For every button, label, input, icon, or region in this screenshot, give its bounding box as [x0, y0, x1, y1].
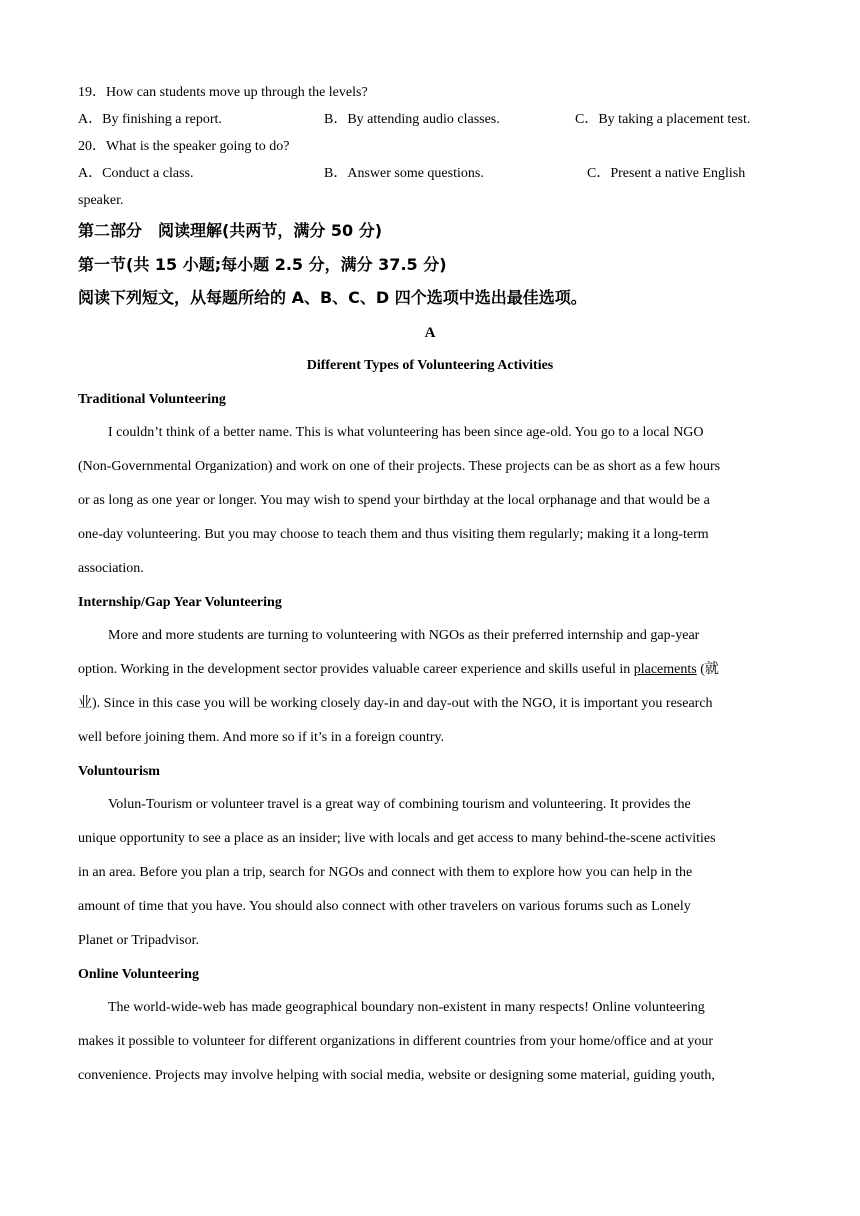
paragraph-line: unique opportunity to see a place as an insider; live with locals and get access to many behind-the-scene activities [78, 831, 716, 846]
text-segment: (就 [696, 662, 719, 677]
question-20-option-c-continued: speaker. [78, 193, 124, 208]
question-19-option-c: C．By taking a placement test. [575, 112, 751, 127]
paragraph-line: amount of time that you have. You should also connect with other travelers on various forums such as Lonely [78, 899, 691, 914]
paragraph-line: convenience. Projects may involve helping with social media, website or designing some material, guiding youth, [78, 1068, 715, 1083]
passage-letter: A [424, 325, 436, 341]
question-20-option-c: C．Present a native English [587, 166, 746, 181]
subsection-title: 第一节(共 15 小题;每小题 2.5 分，满分 37.5 分) [78, 255, 447, 274]
section-heading-online: Online Volunteering [78, 967, 199, 982]
paragraph-line: More and more students are turning to volunteering with NGOs as their preferred internship and gap-year [108, 628, 700, 643]
paragraph-line: well before joining them. And more so if it’s in a foreign country. [78, 730, 445, 745]
paragraph-line: in an area. Before you plan a trip, search for NGOs and connect with them to explore how you can help in the [78, 865, 693, 880]
question-19-option-a: A．By finishing a report. [78, 112, 222, 127]
paragraph-line: Planet or Tripadvisor. [78, 933, 199, 948]
text-segment: option. Working in the development sector provides valuable career experience and skills useful in [78, 662, 634, 677]
passage-title: Different Types of Volunteering Activities [306, 358, 554, 373]
paragraph-line: one-day volunteering. But you may choose to teach them and thus visiting them regularly; making it a long-term [78, 527, 709, 542]
paragraph-line: makes it possible to volunteer for different organizations in different countries from your home/office and at your [78, 1034, 714, 1049]
part-title: 第二部分 阅读理解(共两节，满分 50 分) [78, 221, 383, 240]
underlined-word-placements: placements [633, 662, 697, 677]
question-19-stem: 19．How can students move up through the levels? [78, 85, 368, 100]
section-heading-voluntourism: Voluntourism [78, 764, 160, 779]
paragraph-line: The world-wide-web has made geographical boundary non-existent in many respects! Online volunteering [108, 1000, 705, 1015]
section-heading-traditional: Traditional Volunteering [78, 392, 226, 407]
question-20-option-b: B．Answer some questions. [324, 166, 484, 181]
question-19-option-b: B．By attending audio classes. [324, 112, 500, 127]
paragraph-online [78, 991, 778, 1093]
paragraph-voluntourism [78, 788, 778, 958]
paragraph-internship [78, 619, 778, 755]
paragraph-line: association. [78, 561, 144, 576]
question-20-stem: 20．What is the speaker going to do? [78, 139, 290, 154]
paragraph-line [78, 653, 778, 687]
paragraph-line: Volun-Tourism or volunteer travel is a great way of combining tourism and volunteering. It provides the [108, 797, 691, 812]
section-heading-internship: Internship/Gap Year Volunteering [78, 595, 282, 610]
paragraph-line: or as long as one year or longer. You may wish to spend your birthday at the local orphanage and that would be a [78, 493, 710, 508]
paragraph-line: (Non-Governmental Organization) and work on one of their projects. These projects can be as short as a few hours [78, 459, 721, 474]
instructions: 阅读下列短文，从每题所给的 A、B、C、D 四个选项中选出最佳选项。 [78, 288, 587, 307]
paragraph-line: I couldn’t think of a better name. This is what volunteering has been since age-old. You go to a local NGO [108, 425, 704, 440]
paragraph-traditional [78, 416, 778, 586]
question-20-option-a: A．Conduct a class. [78, 166, 194, 181]
paragraph-line: 业). Since in this case you will be working closely day-in and day-out with the NGO, it is important you research [78, 696, 713, 711]
